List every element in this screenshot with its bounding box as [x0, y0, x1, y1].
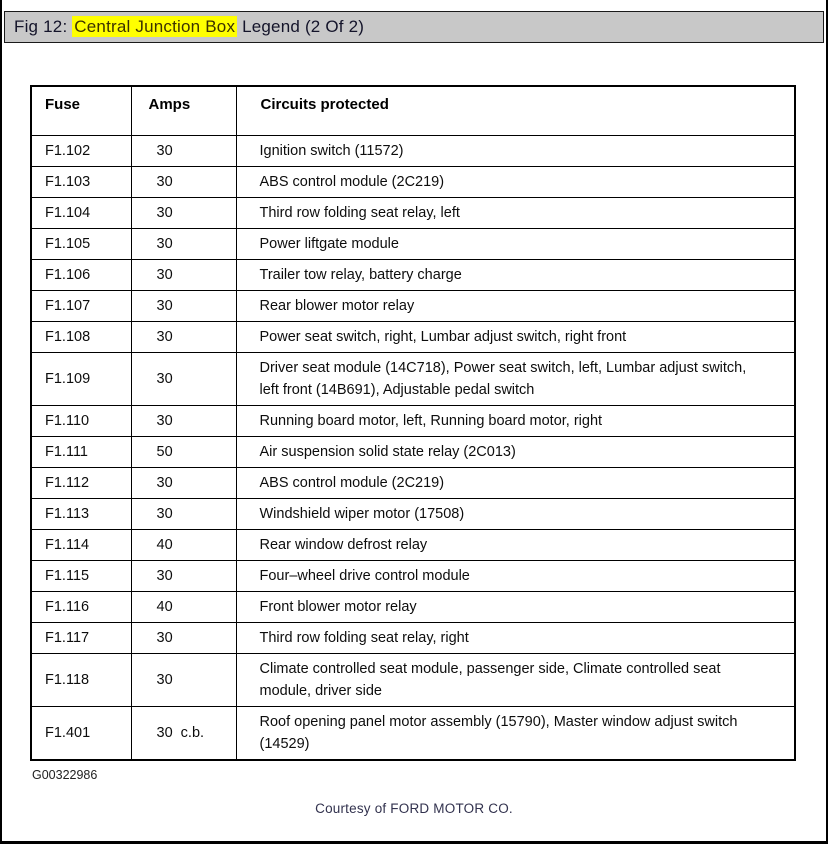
table-row [31, 229, 795, 260]
fuse-cell: F1.115 [31, 561, 131, 592]
table-row [31, 499, 795, 530]
fuse-cell: F1.118 [31, 654, 131, 707]
table-row [31, 592, 795, 623]
table-row [31, 654, 795, 707]
fuse-legend-section [30, 85, 796, 782]
table-row [31, 561, 795, 592]
amps-cell: 30 [131, 654, 236, 707]
circuit-cell: Running board motor, left, Running board motor, right [236, 406, 795, 437]
table-row [31, 468, 795, 499]
circuit-cell: Trailer tow relay, battery charge [236, 260, 795, 291]
circuit-cell: Climate controlled seat module, passenger side, Climate controlled seat module, driver side [236, 654, 795, 707]
table-row [31, 322, 795, 353]
circuit-cell: Windshield wiper motor (17508) [236, 499, 795, 530]
circuit-cell: Power liftgate module [236, 229, 795, 260]
table-row [31, 530, 795, 561]
fuse-table [30, 85, 796, 761]
fuse-table-body [31, 136, 795, 761]
amps-cell: 30 [131, 229, 236, 260]
amps-cell: 40 [131, 592, 236, 623]
amps-cell: 30 [131, 291, 236, 322]
table-row [31, 260, 795, 291]
circuit-cell: Ignition switch (11572) [236, 136, 795, 167]
fuse-cell: F1.106 [31, 260, 131, 291]
amps-cell: 40 [131, 530, 236, 561]
fuse-cell: F1.111 [31, 437, 131, 468]
table-row [31, 291, 795, 322]
figure-title-bar [4, 11, 824, 43]
amps-cell: 30 [131, 561, 236, 592]
fuse-cell: F1.107 [31, 291, 131, 322]
fuse-cell: F1.113 [31, 499, 131, 530]
circuit-cell: Front blower motor relay [236, 592, 795, 623]
circuit-cell: Third row folding seat relay, left [236, 198, 795, 229]
table-row [31, 353, 795, 406]
circuit-cell: Four–wheel drive control module [236, 561, 795, 592]
amps-cell: 30 [131, 499, 236, 530]
table-row [31, 167, 795, 198]
amps-cell: 30 [131, 406, 236, 437]
circuit-cell: ABS control module (2C219) [236, 468, 795, 499]
fuse-cell: F1.108 [31, 322, 131, 353]
fuse-cell: F1.104 [31, 198, 131, 229]
fuse-cell: F1.103 [31, 167, 131, 198]
amps-cell: 30 c.b. [131, 707, 236, 761]
fuse-cell: F1.110 [31, 406, 131, 437]
table-row [31, 198, 795, 229]
amps-cell: 50 [131, 437, 236, 468]
table-row [31, 437, 795, 468]
fuse-cell: F1.114 [31, 530, 131, 561]
fuse-cell: F1.116 [31, 592, 131, 623]
circuit-cell: Power seat switch, right, Lumbar adjust switch, right front [236, 322, 795, 353]
fuse-cell: F1.401 [31, 707, 131, 761]
amps-cell: 30 [131, 322, 236, 353]
circuit-cell: Rear window defrost relay [236, 530, 795, 561]
table-header-row [31, 86, 795, 136]
figure-title-prefix: Fig 12: [14, 17, 73, 36]
table-row [31, 707, 795, 761]
column-header-circuits: Circuits protected [236, 86, 795, 136]
amps-cell: 30 [131, 260, 236, 291]
figure-title-highlight: Central Junction Box [74, 17, 236, 36]
circuit-cell: Rear blower motor relay [236, 291, 795, 322]
figure-title-suffix: Legend (2 Of 2) [237, 17, 365, 36]
circuit-cell: Air suspension solid state relay (2C013) [236, 437, 795, 468]
table-row [31, 623, 795, 654]
table-row [31, 406, 795, 437]
circuit-cell: Roof opening panel motor assembly (15790), Master window adjust switch (14529) [236, 707, 795, 761]
amps-cell: 30 [131, 198, 236, 229]
fuse-cell: F1.105 [31, 229, 131, 260]
circuit-cell: Driver seat module (14C718), Power seat switch, left, Lumbar adjust switch, left front (14B691), Adjustable pedal switch [236, 353, 795, 406]
circuit-cell: ABS control module (2C219) [236, 167, 795, 198]
courtesy-note: Courtesy of FORD MOTOR CO. [315, 801, 513, 816]
table-row [31, 136, 795, 167]
column-header-fuse: Fuse [31, 86, 131, 136]
circuit-cell: Third row folding seat relay, right [236, 623, 795, 654]
amps-cell: 30 [131, 136, 236, 167]
amps-cell: 30 [131, 353, 236, 406]
column-header-amps: Amps [131, 86, 236, 136]
amps-cell: 30 [131, 468, 236, 499]
amps-cell: 30 [131, 623, 236, 654]
figure-id: G00322986 [32, 768, 98, 782]
fuse-cell: F1.109 [31, 353, 131, 406]
fuse-cell: F1.102 [31, 136, 131, 167]
figure-title [14, 17, 364, 37]
fuse-cell: F1.117 [31, 623, 131, 654]
amps-cell: 30 [131, 167, 236, 198]
fuse-cell: F1.112 [31, 468, 131, 499]
